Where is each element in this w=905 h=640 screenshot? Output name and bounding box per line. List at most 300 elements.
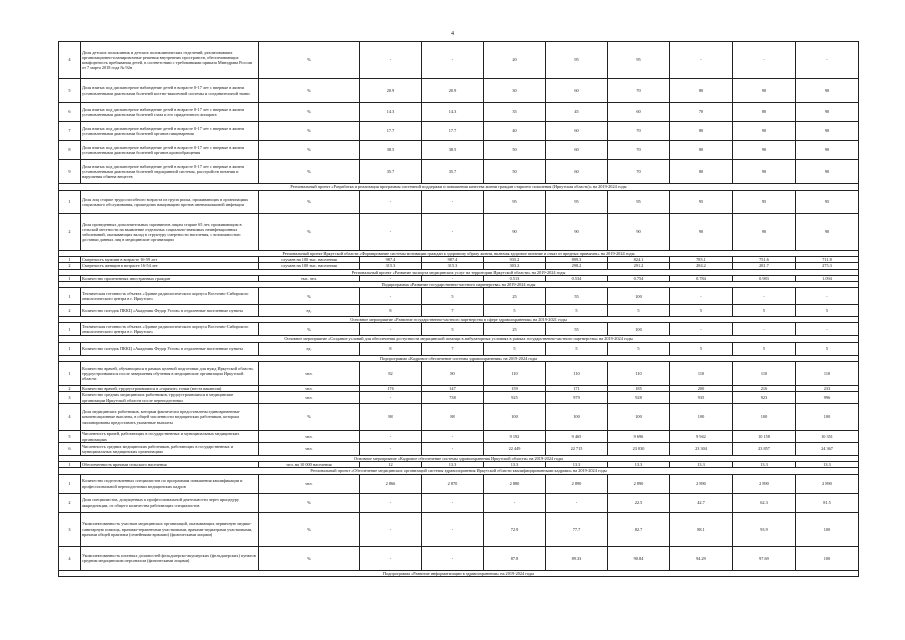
indicator-name-cell: Техническая готовность объекта «Здание радиологического корпуса Восточно-Сибирского онкологического центра в г. Иркутске»: [81, 323, 259, 336]
value-cell: -: [360, 275, 422, 281]
unit-cell: чел.: [259, 385, 360, 391]
value-cell: 24 367: [796, 443, 859, 456]
row-number-cell: 1: [59, 361, 81, 385]
row-number-cell: 5: [59, 431, 81, 443]
value-cell: 2 880: [484, 474, 546, 493]
value-cell: 284.2: [670, 263, 733, 269]
value-cell: -: [670, 288, 733, 305]
value-cell: 110: [484, 361, 546, 385]
value-cell: 23 030: [608, 443, 670, 456]
indicator-name-cell: Доля лиц старше трудоспособного возраста из групп риска, проживающих в организациях социального обслуживания, прошедших вакцинацию против пневмококковой инфекции: [81, 191, 259, 214]
unit-cell: чел.: [259, 361, 360, 385]
indicator-name-cell: Доля взятых под диспансерное наблюдение детей в возрасте 0-17 лет с впервые в жизни установленными диагнозами болезней органов кровообращения: [81, 141, 259, 160]
value-cell: 70: [608, 122, 670, 141]
unit-cell: чел.: [259, 474, 360, 493]
value-cell: -: [796, 288, 859, 305]
indicator-name-cell: Укомплектованность участков медицинских организаций, оказывающих первичную медико-санитарную помощь, врачами-терапевтами участковыми, врачами-педиатрами участковыми, врачами общей практики (семейными врачами) (физическими лицами): [81, 512, 259, 546]
value-cell: 95: [670, 191, 733, 214]
table-row: [59, 392, 859, 404]
value-cell: -: [422, 512, 484, 546]
value-cell: -: [360, 191, 422, 214]
value-cell: 100: [796, 512, 859, 546]
page-number: 4: [451, 31, 454, 37]
value-cell: 95: [796, 191, 859, 214]
value-cell: 14.3: [422, 103, 484, 122]
value-cell: 23 857: [733, 443, 796, 456]
value-cell: 50: [484, 160, 546, 184]
value-cell: 923: [733, 392, 796, 404]
value-cell: 35: [484, 103, 546, 122]
value-cell: 176: [360, 385, 422, 391]
indicator-name-cell: Количество подготовленных специалистов по программам повышения квалификации и профессиональной переподготовки медицинских кадров: [81, 474, 259, 493]
value-cell: 94.29: [670, 546, 733, 570]
value-cell: -: [360, 214, 422, 251]
table-row: [59, 546, 859, 570]
value-cell: -: [360, 512, 422, 546]
section-title: Подпрограмма «Кадровое обеспечение системы здравоохранения» на 2019-2024 годы: [59, 355, 859, 361]
indicator-name-cell: Техническая готовность объекта «Здание радиологического корпуса Восточно-Сибирского онкологического центра в г. Иркутске»: [81, 288, 259, 305]
value-cell: 88: [422, 404, 484, 431]
indicator-name-cell: Численность врачей, работающих в государственных и муниципальных медицинских организациях: [81, 431, 259, 443]
value-cell: 110: [546, 361, 608, 385]
value-cell: 42.7: [670, 493, 733, 512]
value-cell: 45: [546, 103, 608, 122]
table-row: [59, 141, 859, 160]
unit-cell: чел.: [259, 392, 360, 404]
row-number-cell: 1: [59, 275, 81, 281]
value-cell: 82.7: [608, 512, 670, 546]
value-cell: 13.3: [484, 462, 546, 468]
value-cell: 40: [484, 122, 546, 141]
indicator-name-cell: Количество врачей, обучающихся в рамках целевой подготовки для нужд Иркутской области, трудоустроившихся после завершения обучения в медицинские организации Иркутской области: [81, 361, 259, 385]
table-row: [59, 103, 859, 122]
value-cell: 13.3: [670, 462, 733, 468]
value-cell: 90: [733, 79, 796, 103]
unit-cell: %: [259, 79, 360, 103]
section-title: Подпрограмма «Развитие государственно-частного партнерства» на 2019-2024 годы: [59, 282, 859, 288]
unit-cell: %: [259, 323, 360, 336]
value-cell: -: [360, 431, 422, 443]
value-cell: -: [422, 431, 484, 443]
value-cell: 8: [360, 342, 422, 355]
value-cell: 90: [796, 79, 859, 103]
value-cell: -: [733, 288, 796, 305]
value-cell: -: [360, 392, 422, 404]
indicator-name-cell: Количество врачей, трудоустроившихся в «горячие» точки (места вакансии): [81, 385, 259, 391]
section-title: Региональный проект Иркутской области «Формирование системы мотивации граждан к здоровому образу жизни, включая здоровое питание и отказ от вредных привычек» на 2019-2024 годы: [59, 251, 859, 257]
value-cell: 5: [608, 305, 670, 317]
table-row: [59, 42, 859, 79]
value-cell: 100: [608, 288, 670, 305]
value-cell: 70: [608, 141, 670, 160]
value-cell: -: [360, 443, 422, 456]
value-cell: 100: [670, 404, 733, 431]
value-cell: 935: [670, 392, 733, 404]
table-body: [59, 42, 859, 577]
unit-cell: %: [259, 42, 360, 79]
indicator-name-cell: Количество поездок ПККЦ «Академик Федор Углов» в отдаленные населенные пункты: [81, 342, 259, 355]
indicator-name-cell: Смертность мужчин в возрасте 16-59 лет: [81, 257, 259, 263]
row-number-cell: 1: [59, 342, 81, 355]
value-cell: -: [670, 42, 733, 79]
value-cell: -: [733, 42, 796, 79]
table-row: [59, 404, 859, 431]
value-cell: -: [360, 42, 422, 79]
row-number-cell: 6: [59, 103, 81, 122]
value-cell: -: [360, 493, 422, 512]
unit-cell: ед.: [259, 305, 360, 317]
row-number-cell: 4: [59, 42, 81, 79]
value-cell: -: [422, 443, 484, 456]
value-cell: -: [360, 323, 422, 336]
table-row: [59, 288, 859, 305]
value-cell: -: [422, 493, 484, 512]
value-cell: 5: [422, 288, 484, 305]
value-cell: 90: [733, 160, 796, 184]
value-cell: 298.2: [546, 263, 608, 269]
value-cell: 82: [360, 361, 422, 385]
value-cell: 90: [733, 141, 796, 160]
value-cell: 1.094: [796, 275, 859, 281]
value-cell: -: [796, 323, 859, 336]
row-number-cell: 5: [59, 79, 81, 103]
value-cell: 9 942: [670, 431, 733, 443]
value-cell: 8: [360, 305, 422, 317]
section-header-row: [59, 570, 859, 576]
value-cell: 80: [670, 79, 733, 103]
value-cell: 7: [422, 342, 484, 355]
value-cell: 9 696: [608, 431, 670, 443]
value-cell: 60: [546, 79, 608, 103]
table-row: [59, 342, 859, 355]
row-number-cell: 2: [59, 305, 81, 317]
value-cell: 0.784: [670, 275, 733, 281]
unit-cell: %: [259, 512, 360, 546]
value-cell: 77.7: [546, 512, 608, 546]
indicator-name-cell: Доля взятых под диспансерное наблюдение детей в возрасте 0-17 лет с впервые в жизни установленными диагнозами болезней органов пищеварения: [81, 122, 259, 141]
value-cell: 824.1: [608, 257, 670, 263]
value-cell: 100: [484, 404, 546, 431]
value-cell: 13.3: [608, 462, 670, 468]
value-cell: 30: [484, 79, 546, 103]
unit-cell: %: [259, 141, 360, 160]
value-cell: 60: [546, 160, 608, 184]
row-number-cell: 1: [59, 288, 81, 305]
value-cell: 5: [796, 305, 859, 317]
section-title: Региональный проект «Обеспечение медицинских организаций системы здравоохранения Иркутской области квалифицированными кадрами» на 2019-2024 годы: [59, 468, 859, 474]
indicator-name-cell: Укомплектованность штатных должностей фельдшерско-акушерских (фельдшерских) пунктов средним медицинским персоналом (физическими лицами): [81, 546, 259, 570]
row-number-cell: 3: [59, 512, 81, 546]
row-number-cell: 4: [59, 546, 81, 570]
indicator-name-cell: Численность средних медицинских работников, работающих в государственных и муниципальных медицинских организациях: [81, 443, 259, 456]
value-cell: -: [422, 42, 484, 79]
table-row: [59, 191, 859, 214]
value-cell: 12: [360, 462, 422, 468]
value-cell: 14.3: [360, 103, 422, 122]
unit-cell: %: [259, 404, 360, 431]
indicator-name-cell: Доля специалистов, допущенных к профессиональной деятельности через процедуру аккредитации, от общего количества работающих специалистов: [81, 493, 259, 512]
row-number-cell: 7: [59, 122, 81, 141]
value-cell: 100: [796, 546, 859, 570]
table-row: [59, 160, 859, 184]
value-cell: 38.5: [360, 141, 422, 160]
value-cell: 5: [733, 342, 796, 355]
row-number-cell: 2: [59, 385, 81, 391]
unit-cell: чел.: [259, 443, 360, 456]
unit-cell: ед.: [259, 342, 360, 355]
unit-cell: %: [259, 103, 360, 122]
table-row: [59, 512, 859, 546]
value-cell: 95: [484, 191, 546, 214]
value-cell: 81.5: [796, 493, 859, 512]
value-cell: 80: [670, 122, 733, 141]
value-cell: 100: [608, 404, 670, 431]
value-cell: 2 890: [796, 474, 859, 493]
value-cell: 90: [484, 214, 546, 251]
unit-cell: %: [259, 122, 360, 141]
indicator-name-cell: Обеспеченность врачами сельского населения: [81, 462, 259, 468]
value-cell: 200: [670, 385, 733, 391]
value-cell: 60: [608, 103, 670, 122]
value-cell: 13.3: [546, 462, 608, 468]
value-cell: 38.5: [422, 141, 484, 160]
value-cell: 90: [733, 122, 796, 141]
value-cell: 25: [484, 323, 546, 336]
value-cell: 110: [733, 361, 796, 385]
value-cell: 159: [484, 385, 546, 391]
value-cell: 935.2: [484, 257, 546, 263]
value-cell: 987.4: [360, 257, 422, 263]
indicator-name-cell: Доля взятых под диспансерное наблюдение детей в возрасте 0-17 лет с впервые в жизни установленными диагнозами болезней костно-мышечной системы и соединительной ткани: [81, 79, 259, 103]
section-title: Основное мероприятие «Кадровое обеспечение системы здравоохранения Иркутской области» на 2019-2024 годы: [59, 456, 859, 462]
value-cell: 25: [484, 288, 546, 305]
value-cell: 90: [670, 214, 733, 251]
value-cell: 17.7: [422, 122, 484, 141]
value-cell: 20.9: [360, 79, 422, 103]
unit-cell: чел. на 10 000 населения: [259, 462, 360, 468]
value-cell: 97.69: [733, 546, 796, 570]
value-cell: 9 192: [484, 431, 546, 443]
value-cell: 2 866: [360, 474, 422, 493]
table-row: [59, 323, 859, 336]
value-cell: 72.9: [484, 512, 546, 546]
value-cell: 88: [360, 404, 422, 431]
value-cell: 80: [422, 361, 484, 385]
value-cell: 2 890: [546, 474, 608, 493]
value-cell: 95: [733, 191, 796, 214]
row-number-cell: 1: [59, 257, 81, 263]
value-cell: 70: [608, 160, 670, 184]
unit-cell: %: [259, 191, 360, 214]
value-cell: 80: [670, 160, 733, 184]
value-cell: 95: [608, 191, 670, 214]
value-cell: -: [422, 275, 484, 281]
value-cell: 110: [670, 361, 733, 385]
unit-cell: случаев на 100 тыс. населения: [259, 263, 360, 269]
value-cell: 95: [546, 191, 608, 214]
table-row: [59, 361, 859, 385]
value-cell: 35.7: [360, 160, 422, 184]
row-number-cell: 1: [59, 462, 81, 468]
value-cell: 90: [546, 214, 608, 251]
value-cell: 110: [796, 361, 859, 385]
value-cell: 110: [608, 361, 670, 385]
row-number-cell: 2: [59, 214, 81, 251]
value-cell: 711.8: [796, 257, 859, 263]
value-cell: 90: [796, 141, 859, 160]
value-cell: 291.2: [608, 263, 670, 269]
value-cell: 0.513: [484, 275, 546, 281]
table-row: [59, 474, 859, 493]
value-cell: 5: [484, 342, 546, 355]
value-cell: 738: [422, 392, 484, 404]
value-cell: 20.9: [422, 79, 484, 103]
row-number-cell: 2: [59, 263, 81, 269]
value-cell: 95: [608, 42, 670, 79]
value-cell: 979: [546, 392, 608, 404]
section-header-row: [59, 184, 859, 191]
section-title: Подпрограмма «Развитие информатизации в здравоохранении» на 2019-2024 годы: [59, 570, 859, 576]
table-row: [59, 122, 859, 141]
value-cell: -: [484, 493, 546, 512]
value-cell: 55: [546, 288, 608, 305]
row-number-cell: 1: [59, 474, 81, 493]
value-cell: 80: [733, 103, 796, 122]
value-cell: 70: [608, 79, 670, 103]
row-number-cell: 9: [59, 160, 81, 184]
value-cell: 90: [796, 214, 859, 251]
value-cell: 100: [796, 404, 859, 431]
section-title: Региональный проект «Разработка и реализация программы системной поддержки и повышения качества жизни граждан старшего поколения (Иркутская область)» на 2019-2024 годы: [59, 184, 859, 191]
value-cell: 88.1: [670, 512, 733, 546]
value-cell: -: [360, 288, 422, 305]
value-cell: 2 890: [733, 474, 796, 493]
row-number-cell: 1: [59, 191, 81, 214]
indicators-table: [58, 41, 859, 577]
table-row: [59, 79, 859, 103]
row-number-cell: 3: [59, 392, 81, 404]
unit-cell: %: [259, 288, 360, 305]
section-title: Основное мероприятие «Развитие государственно-частного партнерства в сфере здравоохранения» на 2019-2021 годы: [59, 317, 859, 323]
value-cell: 928: [608, 392, 670, 404]
value-cell: 5: [422, 323, 484, 336]
value-cell: 87.8: [484, 546, 546, 570]
row-number-cell: 8: [59, 141, 81, 160]
value-cell: 60: [546, 122, 608, 141]
table-row: [59, 431, 859, 443]
value-cell: -: [546, 493, 608, 512]
section-title: Региональный проект «Развитие экспорта медицинских услуг на территории Иркутской области» на 2019-2024 годы: [59, 269, 859, 275]
section-title: Основное мероприятие «Создание условий для обеспечения доступности медицинской помощи в амбулаторных условиях в рамках государственно-частного партнерства» на 2019-2024 годы: [59, 336, 859, 342]
value-cell: 90: [796, 160, 859, 184]
value-cell: 80: [670, 141, 733, 160]
value-cell: 62.3: [733, 493, 796, 512]
value-cell: 100: [608, 323, 670, 336]
unit-cell: %: [259, 546, 360, 570]
row-number-cell: 2: [59, 493, 81, 512]
table-row: [59, 443, 859, 456]
value-cell: 22 449: [484, 443, 546, 456]
indicator-name-cell: Доля взятых под диспансерное наблюдение детей в возрасте 0-17 лет с впервые в жизни установленными диагнозами болезней эндокринной системы, расстройств питания и нарушения обмена веществ: [81, 160, 259, 184]
value-cell: 899.3: [546, 257, 608, 263]
value-cell: 23 304: [670, 443, 733, 456]
value-cell: 171: [546, 385, 608, 391]
value-cell: 2 890: [608, 474, 670, 493]
table-row: [59, 214, 859, 251]
value-cell: 95: [546, 42, 608, 79]
indicator-name-cell: Доля медицинских работников, которым фактически предоставлены единовременные компенсационные выплаты, в общей численности медицинских работников, которым запланированы предоставить указанные выплаты: [81, 404, 259, 431]
value-cell: -: [422, 546, 484, 570]
value-cell: 10 158: [733, 431, 796, 443]
row-number-cell: 6: [59, 443, 81, 456]
value-cell: 2 870: [422, 474, 484, 493]
indicator-name-cell: Количество поездок ПККЦ «Академик Федор Углов» в отдаленные населенные пункты: [81, 305, 259, 317]
value-cell: 60: [546, 141, 608, 160]
value-cell: 996: [796, 392, 859, 404]
value-cell: -: [733, 323, 796, 336]
value-cell: 233: [796, 385, 859, 391]
unit-cell: %: [259, 160, 360, 184]
value-cell: 90: [796, 122, 859, 141]
unit-cell: тыс. чел.: [259, 275, 360, 281]
value-cell: 70: [670, 103, 733, 122]
value-cell: 90: [796, 103, 859, 122]
value-cell: -: [422, 214, 484, 251]
value-cell: 89.33: [546, 546, 608, 570]
value-cell: 303.2: [484, 263, 546, 269]
value-cell: 5: [670, 342, 733, 355]
value-cell: 55: [546, 323, 608, 336]
value-cell: 13.3: [422, 462, 484, 468]
table-row: [59, 305, 859, 317]
value-cell: 5: [796, 342, 859, 355]
value-cell: 987.4: [422, 257, 484, 263]
value-cell: 785.1: [670, 257, 733, 263]
value-cell: 0.983: [733, 275, 796, 281]
unit-cell: %: [259, 214, 360, 251]
value-cell: 90: [608, 214, 670, 251]
unit-cell: %: [259, 493, 360, 512]
value-cell: 90.84: [608, 546, 670, 570]
value-cell: 22 715: [546, 443, 608, 456]
value-cell: -: [360, 546, 422, 570]
row-number-cell: 1: [59, 323, 81, 336]
value-cell: 100: [733, 404, 796, 431]
value-cell: -: [670, 323, 733, 336]
value-cell: 5: [608, 342, 670, 355]
value-cell: -: [422, 191, 484, 214]
value-cell: 275.3: [796, 263, 859, 269]
table-row: [59, 493, 859, 512]
value-cell: 50: [484, 141, 546, 160]
value-cell: 5: [733, 305, 796, 317]
value-cell: 13.3: [796, 462, 859, 468]
value-cell: 185: [608, 385, 670, 391]
value-cell: 100: [546, 404, 608, 431]
value-cell: 7: [422, 305, 484, 317]
indicator-name-cell: Доля взятых под диспансерное наблюдение детей в возрасте 0-17 лет с впервые в жизни установленными диагнозами болезней глаза и его придаточного аппарата: [81, 103, 259, 122]
value-cell: 5: [670, 305, 733, 317]
value-cell: 5: [546, 342, 608, 355]
value-cell: 2 890: [670, 474, 733, 493]
row-number-cell: 4: [59, 404, 81, 431]
value-cell: 90: [733, 214, 796, 251]
value-cell: 5: [484, 305, 546, 317]
value-cell: 315.3: [360, 263, 422, 269]
indicator-name-cell: Доля проведенных дополнительных скринингов лицам старше 65 лет, проживающим в сельской местности на выявление отдельных социально-значимых неинфекционных заболеваний, оказывающих вклад в структуру смертности населения, с возможностью доставки данных лиц в медицинские организации: [81, 214, 259, 251]
value-cell: 925: [484, 392, 546, 404]
value-cell: 0.534: [546, 275, 608, 281]
